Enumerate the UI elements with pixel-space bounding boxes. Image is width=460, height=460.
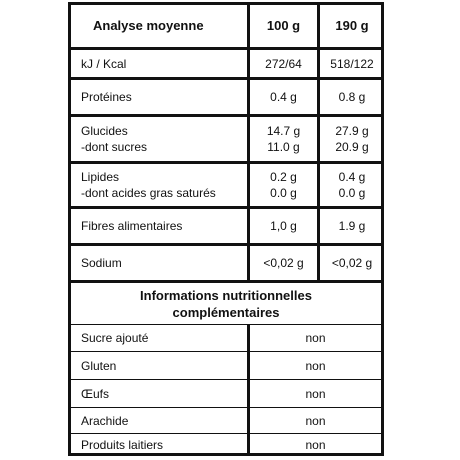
info-value: non xyxy=(247,434,381,456)
info-title-row xyxy=(71,280,381,324)
row-value-190g-group xyxy=(317,164,384,206)
row-value-100g-group xyxy=(247,164,317,206)
nutrition-table xyxy=(68,2,384,456)
row-label: kJ / Kcal xyxy=(81,56,127,71)
row-subvalue-100g: 0.0 g xyxy=(270,186,297,200)
row-value-100g: 272/64 xyxy=(247,50,317,77)
header-analyse: Analyse moyenne xyxy=(93,18,204,33)
row-subvalue-190g: 20.9 g xyxy=(335,140,369,154)
row-label: Lipides xyxy=(81,170,120,184)
row-proteines xyxy=(71,77,381,114)
info-label: Gluten xyxy=(81,358,117,373)
info-row-laitiers xyxy=(71,433,381,456)
row-sublabel: -dont sucres xyxy=(81,140,148,154)
header-row xyxy=(71,5,381,47)
info-title-line1: Informations nutritionnelles xyxy=(140,287,312,303)
info-value: non xyxy=(247,325,381,351)
row-label: Fibres alimentaires xyxy=(81,219,183,233)
info-label: Arachide xyxy=(81,413,129,428)
info-row-oeufs xyxy=(71,379,381,407)
row-value-190g-group xyxy=(317,117,384,161)
row-value-100g: 0.4 g xyxy=(247,80,317,114)
info-label: Sucre ajouté xyxy=(81,331,149,345)
row-glucides xyxy=(71,114,381,161)
info-row-arachide xyxy=(71,407,381,433)
row-value-100g: 1,0 g xyxy=(247,209,317,243)
header-100g: 100 g xyxy=(247,5,317,47)
row-value-190g: 0.8 g xyxy=(317,80,384,114)
row-value-190g: 0.4 g xyxy=(338,170,366,184)
info-row-gluten xyxy=(71,351,381,379)
info-value: non xyxy=(247,380,381,407)
row-sodium xyxy=(71,243,381,280)
info-title-line2: complémentaires xyxy=(172,304,280,320)
info-title xyxy=(71,283,381,324)
row-value-190g: <0,02 g xyxy=(317,246,384,280)
row-label-group xyxy=(71,164,247,206)
info-row-sucre xyxy=(71,324,381,351)
row-lipides xyxy=(71,161,381,206)
row-label-group xyxy=(71,117,247,161)
row-value-100g: <0,02 g xyxy=(247,246,317,280)
row-energy xyxy=(71,47,381,77)
row-value-100g-group xyxy=(247,117,317,161)
row-subvalue-190g: 0.0 g xyxy=(338,186,366,200)
row-label: Glucides xyxy=(81,124,128,138)
info-value: non xyxy=(247,408,381,433)
row-value-190g: 518/122 xyxy=(317,50,384,77)
row-value-190g: 1.9 g xyxy=(317,209,384,243)
info-value: non xyxy=(247,352,381,379)
info-label: Œufs xyxy=(81,386,110,401)
row-value-190g: 27.9 g xyxy=(335,124,369,138)
row-sublabel: -dont acides gras saturés xyxy=(81,186,216,200)
row-fibres xyxy=(71,206,381,243)
header-190g: 190 g xyxy=(317,5,384,47)
row-value-100g: 0.2 g xyxy=(270,170,297,184)
row-value-100g: 14.7 g xyxy=(266,124,301,138)
info-label: Produits laitiers xyxy=(81,438,164,452)
row-label: Sodium xyxy=(81,256,122,270)
row-subvalue-100g: 11.0 g xyxy=(267,140,300,154)
row-label: Protéines xyxy=(81,90,132,104)
